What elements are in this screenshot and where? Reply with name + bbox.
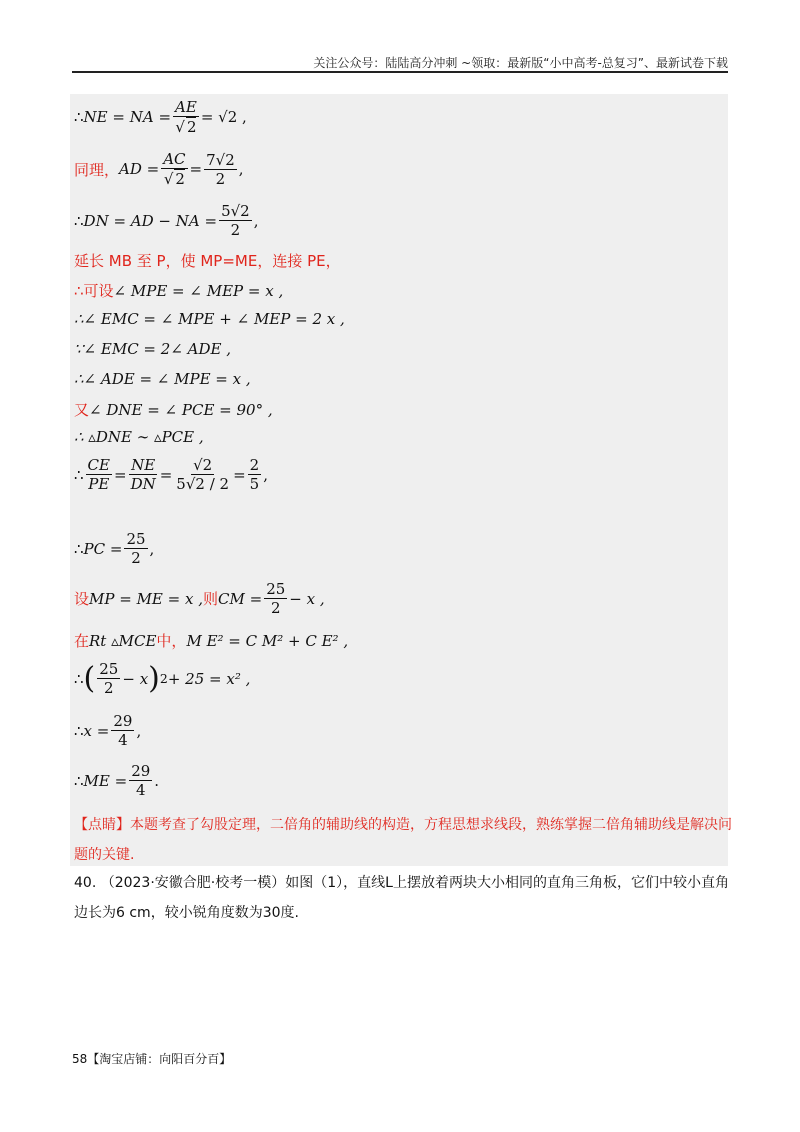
equation-tail: = √2 , bbox=[200, 108, 247, 126]
equation-text: DN = AD − NA = bbox=[83, 211, 218, 230]
header-divider bbox=[72, 71, 728, 73]
solution-line-12: ∴ PC = $\frac{25}{2}$ , bbox=[74, 530, 155, 567]
equation-text: ∠ DNE = ∠ PCE = 90° , bbox=[89, 400, 273, 419]
label-text: 同理， bbox=[74, 160, 120, 179]
therefore-symbol: ∴ bbox=[74, 108, 84, 126]
solution-line-8: ∴∠ ADE = ∠ MPE = x , bbox=[74, 370, 251, 388]
solution-line-14: 在 Rt ▵MCE 中， M E² = C M² + C E² , bbox=[74, 631, 349, 650]
page-header: 关注公众号：陆陆高分冲刺 ~领取：最新版“小中高考-总复习”、最新试卷下载 bbox=[313, 56, 728, 70]
denominator: 2 bbox=[215, 169, 226, 188]
solution-line-9 bbox=[74, 399, 273, 420]
numerator: 5√2 bbox=[221, 202, 250, 220]
solution-line-1 bbox=[74, 98, 247, 136]
fraction: $\frac{25}{2}$ bbox=[266, 580, 286, 617]
solution-line-6: ∴∠ EMC = ∠ MPE + ∠ MEP = 2 x , bbox=[74, 310, 345, 328]
fraction: $\frac{29}{4}$ bbox=[113, 712, 133, 749]
label-text: 又 bbox=[74, 401, 90, 419]
fraction: $\frac{2}{5}$ bbox=[249, 456, 260, 493]
solution-line-17: ∴ ME = $\frac{29}{4}$ . bbox=[74, 762, 160, 799]
therefore-symbol: ∴ bbox=[74, 211, 84, 230]
fraction bbox=[161, 150, 187, 188]
denominator: √ 2 bbox=[163, 170, 185, 188]
fraction: $\frac{29}{4}$ bbox=[131, 762, 151, 799]
fraction bbox=[204, 151, 237, 188]
therefore-symbol: ∴ bbox=[74, 771, 84, 790]
therefore-symbol: ∴ bbox=[74, 669, 84, 688]
solution-line-5 bbox=[74, 280, 283, 301]
denominator: √ 2 bbox=[175, 118, 197, 136]
fraction bbox=[219, 202, 252, 239]
therefore-symbol: ∴ bbox=[74, 539, 84, 558]
solution-line-4: 延长 MB 至 P，使 MP=ME，连接 PE， bbox=[74, 252, 341, 270]
key-point-note: 【点睛】本题考查了勾股定理，二倍角的辅助线的构造，方程思想求线段，熟练掌握二倍角辅助线是解决问题的关键. bbox=[74, 817, 732, 863]
fraction: $\frac{CE}{PE}$ bbox=[87, 456, 110, 493]
numerator: 7√2 bbox=[206, 150, 235, 169]
page-footer: 58【淘宝店铺：向阳百分百】 bbox=[72, 1052, 232, 1066]
solution-line-3: ∴ DN = AD − NA = $\frac{5√2}{2}$ , bbox=[74, 202, 259, 239]
fraction: $\frac{√2}{5√2 / 2}$ bbox=[176, 456, 230, 493]
fraction: $\frac{25}{2}$ bbox=[126, 530, 146, 567]
fraction bbox=[173, 98, 199, 136]
denominator: 2 bbox=[230, 221, 241, 239]
therefore-symbol: ∴ bbox=[74, 465, 84, 484]
equation-text: ∠ MPE = ∠ MEP = x , bbox=[113, 281, 284, 300]
question-40: 40. （2023·安徽合肥·校考一模）如图（1），直线L上摆放着两块大小相同的直角三角板，它们中较小直角边长为6 cm，较小锐角度数为30度. bbox=[74, 875, 729, 921]
label-text: ∴可设 bbox=[74, 282, 114, 300]
solution-line-15: ∴ ( $\frac{25}{2}$ − x ) 2 + 25 = x² , bbox=[74, 660, 251, 697]
solution-line-10: ∴ ▵DNE ∼ ▵PCE , bbox=[74, 428, 204, 446]
numerator: AC bbox=[163, 150, 186, 168]
fraction: $\frac{25}{2}$ bbox=[99, 660, 119, 697]
solution-line-7: ∵∠ EMC = 2∠ ADE , bbox=[74, 340, 231, 358]
solution-line-11: ∴ $\frac{CE}{PE}$ = $\frac{NE}{DN}$ = $\frac{√2}{5√2 / 2}$ = $\frac{2}{5}$ , bbox=[74, 456, 268, 493]
solution-line-2: 同理， AD = $\frac{AC}{√ 2}$ = $\frac{7√2}{2}$ , bbox=[74, 150, 244, 188]
equation-text: AD = bbox=[119, 160, 160, 178]
equation-text: NE = NA = bbox=[83, 108, 172, 126]
numerator: AE bbox=[175, 98, 197, 116]
fraction: $\frac{NE}{DN}$ bbox=[130, 456, 156, 493]
solution-line-13: 设 MP = ME = x , 则 CM = $\frac{25}{2}$ − x , bbox=[74, 580, 325, 617]
solution-line-16: ∴ x = $\frac{29}{4}$ , bbox=[74, 712, 142, 749]
therefore-symbol: ∴ bbox=[74, 721, 84, 740]
